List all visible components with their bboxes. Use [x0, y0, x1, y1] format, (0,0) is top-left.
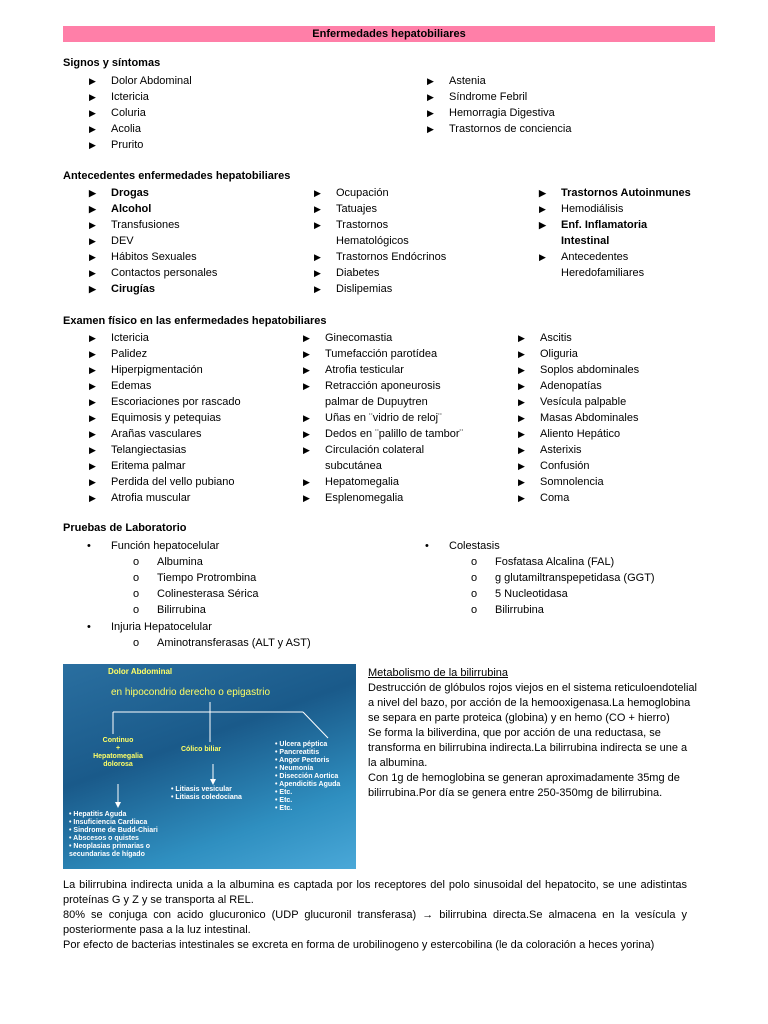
list-item: ▶ Edemas — [87, 378, 297, 394]
lab-subitem — [133, 635, 311, 651]
list-item: ▶ Enf. Inflamatoria Intestinal — [537, 217, 671, 249]
antecedentes-list-2 — [312, 185, 462, 297]
lab-label: Injuria Hepatocelular — [111, 621, 212, 633]
list-item: ▶ Dislipemias — [312, 281, 462, 297]
signos-list-2 — [425, 73, 725, 137]
diagram-right-list: • Ulcera péptica • Pancreatitis • Angor Pectoris • Neumonía • Disección Aortica • Apendicitis Aguda • Etc. • Etc. • Etc. — [275, 741, 341, 812]
metabolismo-heading: Metabolismo de la bilirrubina — [368, 667, 509, 679]
lab-label: Colestasis — [449, 540, 500, 552]
signos-list-1 — [87, 73, 387, 153]
list-item: ▶ Hemorragia Digestiva — [425, 105, 725, 121]
bullet: o — [471, 604, 478, 616]
diagram-subtitle: en hipocondrio derecho o epigastrio — [111, 687, 270, 698]
list-item: ▶ Ocupación — [312, 185, 462, 201]
diagram-mid-list: • Litiasis vesicular • Litiasis coledociana — [171, 786, 242, 801]
lab-subitem — [133, 570, 257, 586]
list-item: ▶ Hemodiálisis — [537, 201, 717, 217]
lab-subitem-label: Aminotransferasas (ALT y AST) — [157, 637, 311, 649]
bullet: o — [471, 572, 478, 584]
list-item: ▶ Palidez — [87, 346, 297, 362]
list-item: ▶ Cirugías — [87, 281, 297, 297]
diagram-left-list: • Hepatitis Aguda • Insuficiencia Cardiaca • Sindrome de Budd-Chiari • Abscesos o quistes • Neoplasias primarias o secundarias de hígado — [69, 811, 158, 858]
list-item: ▶ Trastornos Hematológicos — [312, 217, 436, 249]
list-item: ▶ DEV — [87, 233, 297, 249]
bullet: • — [87, 621, 91, 633]
list-item: ▶ Astenia — [425, 73, 725, 89]
bilirrubina-text — [63, 878, 687, 953]
examen-list-2 — [301, 330, 511, 506]
list-item: ▶ Adenopatías — [516, 378, 716, 394]
list-item: ▶ Somnolencia — [516, 474, 716, 490]
bullet: o — [133, 588, 140, 600]
list-item: ▶ Masas Abdominales — [516, 410, 716, 426]
list-item: ▶ Atrofia muscular — [87, 490, 297, 506]
lab-item-funcion — [87, 538, 220, 554]
examen-list-3 — [516, 330, 716, 506]
lab-subitem — [133, 602, 206, 618]
lab-subitem-label: Bilirrubina — [157, 604, 206, 616]
bullet: o — [471, 588, 478, 600]
page-title: Enfermedades hepatobiliares — [63, 26, 715, 42]
list-item: ▶ Escoriaciones por rascado — [87, 394, 297, 410]
diagram-continuo: Continuo + Hepatomegalia dolorosa — [93, 737, 143, 768]
bullet: • — [425, 540, 429, 552]
diagram-colico: Cólico biliar — [181, 746, 222, 753]
lab-subitem — [471, 554, 615, 570]
list-item: ▶ Trastornos de conciencia — [425, 121, 725, 137]
bullet: o — [133, 572, 140, 584]
list-item: ▶ Ginecomastia — [301, 330, 511, 346]
lab-subitem-label: Tiempo Protrombina — [157, 572, 257, 584]
lab-label: Función hepatocelular — [111, 540, 220, 552]
signos-heading: Signos y síntomas — [63, 57, 161, 69]
antecedentes-list-1 — [87, 185, 297, 297]
list-item: ▶ Asterixis — [516, 442, 716, 458]
dolor-abdominal-diagram — [63, 664, 356, 869]
lab-item-colestasis — [425, 538, 500, 554]
bullet: o — [133, 604, 140, 616]
list-item: ▶ Diabetes — [312, 265, 462, 281]
list-item: ▶ Tumefacción parotídea — [301, 346, 511, 362]
lab-subitem — [133, 586, 259, 602]
examen-heading: Examen físico en las enfermedades hepatobiliares — [63, 315, 327, 327]
list-item: ▶ Ascitis — [516, 330, 716, 346]
bullet: o — [133, 556, 140, 568]
list-item: ▶ Dedos en ¨palillo de tambor¨ — [301, 426, 511, 442]
list-item: ▶ Aliento Hepático — [516, 426, 716, 442]
list-item: ▶ Ictericia — [87, 330, 297, 346]
list-item: ▶ Equimosis y petequias — [87, 410, 297, 426]
bullet: o — [133, 637, 140, 649]
list-item: ▶ Coma — [516, 490, 716, 506]
list-item: ▶ Perdida del vello pubiano — [87, 474, 297, 490]
list-item: ▶ Síndrome Febril — [425, 89, 725, 105]
metabolismo-body: Destrucción de glóbulos rojos viejos en el sistema reticuloendotelial a nivel del bazo, por acción de la hemooxigenasa.La hemoglobina se separa en parte proteica (globina) y en hemo (CO + hierro) Se forma la biliverdina, que por acción de una reductasa, se transforma en bilirrubina indirecta.La bilirrubina indirecta se une a la albumina. Con 1g de hemoglobina se generan aproximadamente 35mg de bilirrubina.Por día se genera entre 250-350mg de bilirrubina. — [368, 682, 697, 799]
antecedentes-list-3 — [537, 185, 717, 281]
list-item: ▶ Ictericia — [87, 89, 387, 105]
lab-subitem-label: Bilirrubina — [495, 604, 544, 616]
antecedentes-heading: Antecedentes enfermedades hepatobiliares — [63, 170, 291, 182]
list-item: ▶ Retracción aponeurosis palmar de Dupuytren — [301, 378, 460, 410]
list-item: ▶ Atrofia testicular — [301, 362, 511, 378]
list-item: ▶ Hepatomegalia — [301, 474, 511, 490]
paragraph: Por efecto de bacterias intestinales se excreta en forma de urobilinogeno y estercobilina (le da coloración a heces yorina) — [63, 939, 655, 951]
metabolismo-section — [368, 666, 698, 801]
bullet: o — [471, 556, 478, 568]
list-item: ▶ Vesícula palpable — [516, 394, 716, 410]
list-item: ▶ Uñas en ¨vidrio de reloj¨ — [301, 410, 511, 426]
list-item: ▶ Soplos abdominales — [516, 362, 716, 378]
lab-subitem — [133, 554, 203, 570]
list-item: ▶ Dolor Abdominal — [87, 73, 387, 89]
lab-subitem — [471, 570, 655, 586]
list-item: ▶ Trastornos Autoinmunes — [537, 185, 717, 201]
lab-subitem — [471, 602, 544, 618]
list-item: ▶ Telangiectasias — [87, 442, 297, 458]
lab-subitem-label: Colinesterasa Sérica — [157, 588, 259, 600]
paragraph: 80% se conjuga con acido glucuronico (UDP glucuronil transferasa) → bilirrubina directa.Se almacena en la vesícula y posteriormente pasa a la luz intestinal. — [63, 909, 687, 936]
list-item: ▶ Alcohol — [87, 201, 297, 217]
list-item: ▶ Drogas — [87, 185, 297, 201]
list-item: ▶ Transfusiones — [87, 217, 297, 233]
lab-subitem-label: 5 Nucleotidasa — [495, 588, 568, 600]
list-item: ▶ Prurito — [87, 137, 387, 153]
list-item: ▶ Hábitos Sexuales — [87, 249, 297, 265]
laboratorio-heading: Pruebas de Laboratorio — [63, 522, 187, 534]
examen-list-1 — [87, 330, 297, 506]
list-item: ▶ Esplenomegalia — [301, 490, 511, 506]
list-item: ▶ Acolia — [87, 121, 387, 137]
list-item: ▶ Arañas vasculares — [87, 426, 297, 442]
lab-subitem-label: Albumina — [157, 556, 203, 568]
list-item: ▶ Coluria — [87, 105, 387, 121]
list-item: ▶ Contactos personales — [87, 265, 297, 281]
list-item: ▶ Oliguria — [516, 346, 716, 362]
bullet: • — [87, 540, 91, 552]
list-item: ▶ Tatuajes — [312, 201, 462, 217]
lab-subitem-label: g glutamiltranspepetidasa (GGT) — [495, 572, 655, 584]
list-item: ▶ Eritema palmar — [87, 458, 297, 474]
list-item: ▶ Hiperpigmentación — [87, 362, 297, 378]
diagram-title: Dolor Abdominal — [108, 667, 173, 676]
list-item: ▶ Antecedentes Heredofamiliares — [537, 249, 671, 281]
list-item: ▶ Confusión — [516, 458, 716, 474]
list-item: ▶ Circulación colateral subcutánea — [301, 442, 445, 474]
paragraph: La bilirrubina indirecta unida a la albumina es captada por los receptores del polo sinusoidal del hepatocito, se une adistintas proteínas G y Z y se transporta al REL. — [63, 879, 687, 906]
lab-subitem-label: Fosfatasa Alcalina (FAL) — [495, 556, 615, 568]
lab-subitem — [471, 586, 568, 602]
list-item: ▶ Trastornos Endócrinos — [312, 249, 462, 265]
lab-item-injuria — [87, 619, 212, 635]
